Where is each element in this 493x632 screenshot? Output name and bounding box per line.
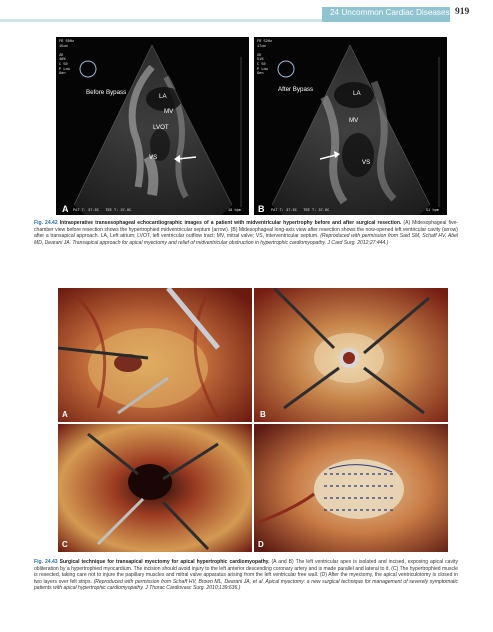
figure-title: Surgical technique for transapical myectomy for apical hypertrophic cardiomyopathy. xyxy=(59,559,270,565)
panel-letter-photo-b: B xyxy=(260,410,266,419)
surgical-photo-c xyxy=(58,424,252,552)
label-vs-b: VS xyxy=(362,159,371,166)
label-vs-a: VS xyxy=(149,154,158,161)
photo-c-illustration xyxy=(58,424,252,552)
echo-temp-b: PAT T: 37.0C TEE T: 37.0C xyxy=(271,209,330,213)
echo-image-before-bypass xyxy=(56,37,249,215)
surgical-photo-d xyxy=(254,424,448,552)
page-number: 919 xyxy=(455,7,470,17)
echo-title-b: After Bypass xyxy=(278,86,314,93)
label-la-b: LA xyxy=(353,90,361,97)
panel-letter-a: A xyxy=(62,204,69,214)
figure-source: (Reproduced with permission from Said SM, Schaff HV, Abel MD, Dearani JA. Transapical approach for apical myectomy and relief of midventricular obstruction in hypertrophic cardiomyopathy. J Card Surg. 2012;27:444.) xyxy=(34,233,458,246)
photo-b-illustration xyxy=(254,288,448,422)
label-lvot-a: LVOT xyxy=(153,124,169,131)
echo-title-a: Before Bypass xyxy=(86,89,127,96)
panel-letter-photo-c: C xyxy=(62,540,68,549)
echo-rate-a: 18 bpm xyxy=(228,209,241,213)
chapter-title: 24 Uncommon Cardiac Diseases xyxy=(330,8,450,17)
photo-d-illustration xyxy=(254,424,448,552)
figure-body: (A) Midesophageal five-chamber view before resection shows the hypertrophied midventricular septum (arrow). (B) Midesophageal long-axis view after resection shows the now-opened left ventricular cavity (arrow) after a transapical approach. LA, Left atrium; LVOT, left ventricular outflow tract; MV, mitral valve; VS, interventricular septum. xyxy=(34,220,458,239)
panel-letter-photo-d: D xyxy=(258,540,264,549)
echo-image-after-bypass xyxy=(254,37,447,215)
echo-sector-b xyxy=(254,37,447,215)
surgical-photo-a xyxy=(58,288,252,422)
label-la-a: LA xyxy=(159,93,167,100)
figure-body: (A and B) The left ventricular apex is isolated and incised, exposing apical cavity obliteration by a hypertrophied myocardium. The incision should avoid injury to the left anterior descending coronary artery and is made parallel and lateral to it. (C) The hypertrophied muscle is resected, taking care not to injure the papillary muscles and mitral valve apparatus arising from the left ventricular free wall. (D) After the myectomy, the apical ventriculotomy is closed in two layers over felt strips. xyxy=(34,559,459,585)
panel-letter-photo-a: A xyxy=(62,410,68,419)
panel-letter-b: B xyxy=(258,204,265,214)
label-mv-a: MV xyxy=(164,108,174,115)
figure-caption-24-42 xyxy=(34,220,458,246)
surgical-photo-b xyxy=(254,288,448,422)
photo-a-illustration xyxy=(58,288,252,422)
figure-title: Intraoperative transesophageal echocardiographic images of a patient with midventricular hypertrophy before and after surgical resection. xyxy=(59,220,402,226)
echo-settings-b: FR 52Hz 17cm 2D 51% C 50 P Low Gen xyxy=(257,40,273,77)
echo-settings-a: FR 50Hz 15cm 2D 48% C 50 P Low Gen xyxy=(59,40,75,77)
figure-source: (Reproduced with permission from Schaff HV, Brown ML, Dearani JA, et al. Apical myectomy: a new surgical technique for management of severely symptomatic patients with apical hypertrophic cardiomyopathy. J Thorac Cardiovasc Surg. 2010;139:636.) xyxy=(34,578,459,591)
running-header xyxy=(0,0,493,26)
figure-number: Fig. 24.43 xyxy=(34,559,58,565)
figure-caption-24-43 xyxy=(34,559,458,592)
figure-number: Fig. 24.42 xyxy=(34,220,58,226)
echo-temp-a: PAT T: 37.0C TEE T: 37.0C xyxy=(73,209,132,213)
echo-rate-b: 51 bpm xyxy=(426,209,439,213)
label-mv-b: MV xyxy=(349,117,359,124)
